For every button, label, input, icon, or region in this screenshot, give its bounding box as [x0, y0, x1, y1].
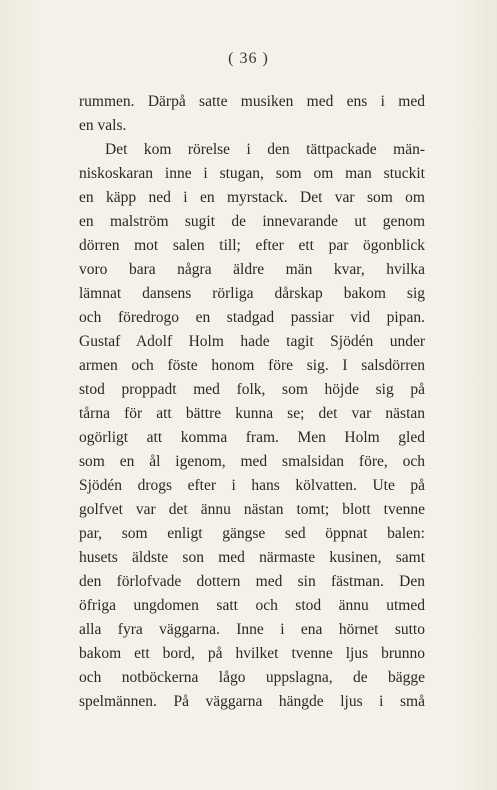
text-line: spelmännen. På väggarna hängde ljus i små [79, 693, 425, 710]
text-line: alla fyra väggarna. Inne i ena hörnet sutto [79, 621, 425, 638]
text-line: golfvet var det ännu nästan tomt; blott tvenne [79, 501, 425, 518]
text-line: rummen. Därpå satte musiken med ens i med [79, 93, 425, 110]
text-line: en käpp ned i en myrstack. Det var som om [79, 189, 425, 206]
text-line: husets äldste son med närmaste kusinen, samt [79, 549, 425, 566]
page-number: ( 36 ) [228, 50, 269, 67]
text-line: en vals. [79, 117, 127, 134]
text-line: en malström sugit de innevarande ut genom [79, 213, 425, 230]
text-line: voro bara några äldre män kvar, hvilka [79, 261, 425, 278]
text-line: lämnat dansens rörliga dårskap bakom sig [79, 285, 425, 302]
text-line: ogörligt att komma fram. Men Holm gled [79, 429, 425, 446]
text-line: Det kom rörelse i den tättpackade män- [105, 141, 425, 158]
text-line: niskoskaran inne i stugan, som om man stuckit [79, 165, 425, 182]
text-line: stod proppadt med folk, som höjde sig på [79, 381, 425, 398]
text-line: som en ål igenom, med smalsidan före, och [79, 453, 425, 470]
text-line: armen och föste honom före sig. I salsdörren [79, 357, 425, 374]
text-line: dörren mot salen till; efter ett par ögonblick [79, 237, 425, 254]
text-line: och föredrogo en stadgad passiar vid pipan. [79, 309, 425, 326]
text-line: och notböckerna lågo uppslagna, de bägge [79, 669, 425, 686]
body-text [79, 90, 425, 714]
text-line: par, som enligt gängse sed öppnat balen: [79, 525, 425, 542]
text-line: bakom ett bord, på hvilket tvenne ljus brunno [79, 645, 425, 662]
text-line: Sjödén drogs efter i hans kölvatten. Ute på [79, 477, 425, 494]
text-line: den förlofvade dottern med sin fästman. Den [79, 573, 425, 590]
text-line: öfriga ungdomen satt och stod ännu utmed [79, 597, 425, 614]
text-line: tårna för att bättre kunna se; det var nästan [79, 405, 425, 422]
text-line: Gustaf Adolf Holm hade tagit Sjödén under [79, 333, 425, 350]
